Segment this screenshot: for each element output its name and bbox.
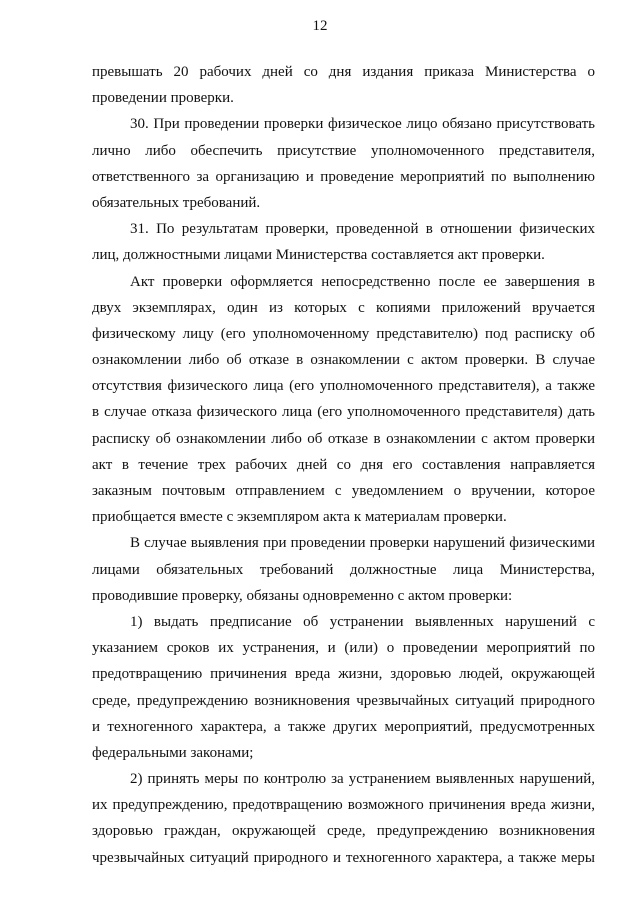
text-line: 2) принять меры по контролю за устранением выявленных нарушений, [130, 771, 595, 788]
text-line: в случае отказа физического лица (его уполномоченного представителя) дать [92, 404, 595, 421]
text-line: обязательных требований. [92, 194, 261, 211]
text-line: 30. При проведении проверки физическое лицо обязано присутствовать [130, 116, 595, 133]
text-line: превышать 20 рабочих дней со дня издания приказа Министерства о [92, 64, 595, 80]
text-line: Акт проверки оформляется непосредственно после ее завершения в [130, 273, 595, 290]
text-line: чрезвычайных ситуаций природного и техногенного характера, а также меры [92, 849, 595, 866]
text-line: акт в течение трех рабочих дней со дня его составления направляется [92, 456, 595, 473]
text-line: лицами обязательных требований должностные лица Министерства, [92, 561, 595, 578]
text-line: 31. По результатам проверки, проведенной в отношении физических [130, 221, 595, 238]
text-line: 1) выдать предписание об устранении выявленных нарушений с [130, 613, 595, 630]
text-line: федеральными законами; [92, 744, 254, 761]
text-line: и техногенного характера, а также других мероприятий, предусмотренных [92, 718, 595, 735]
document-body [92, 59, 595, 871]
text-line: расписку об ознакомлении либо об отказе в ознакомлении с актом проверки [92, 430, 595, 447]
text-line: здоровью граждан, окружающей среде, предупреждению возникновения [92, 823, 595, 840]
text-line: лично либо обеспечить присутствие уполномоченного представителя, [92, 142, 595, 159]
text-line: физическому лицу (его уполномоченному представителю) под расписку об [92, 325, 595, 342]
text-line: двух экземплярах, один из которых с копиями приложений вручается [92, 299, 595, 316]
text-line: их предупреждению, предотвращению возможного причинения вреда жизни, [92, 797, 595, 814]
page-number: 12 [312, 18, 328, 34]
text-line: ответственного за организацию и проведение мероприятий по выполнению [92, 168, 595, 185]
text-line: ознакомлении либо об отказе в ознакомлении с актом проверки. В случае [92, 352, 595, 369]
text-line: заказным почтовым отправлением с уведомлением о вручении, которое [92, 483, 595, 499]
text-line: В случае выявления при проведении проверки нарушений физическими [130, 535, 595, 552]
text-line: проведении проверки. [92, 90, 234, 107]
text-line: среде, предупреждению возникновения чрезвычайных ситуаций природного [92, 692, 595, 709]
text-line: указанием сроков их устранения, и (или) о проведении мероприятий по [92, 640, 595, 657]
text-line: лиц, должностными лицами Министерства составляется акт проверки. [92, 247, 545, 264]
text-line: отсутствия физического лица (его уполномоченного представителя), а также [92, 378, 595, 395]
text-line: приобщается вместе с экземпляром акта к материалам проверки. [92, 509, 507, 526]
text-line: проводившие проверку, обязаны одновременно с актом проверки: [92, 587, 513, 604]
text-line: предотвращению причинения вреда жизни, здоровью людей, окружающей [92, 666, 595, 683]
